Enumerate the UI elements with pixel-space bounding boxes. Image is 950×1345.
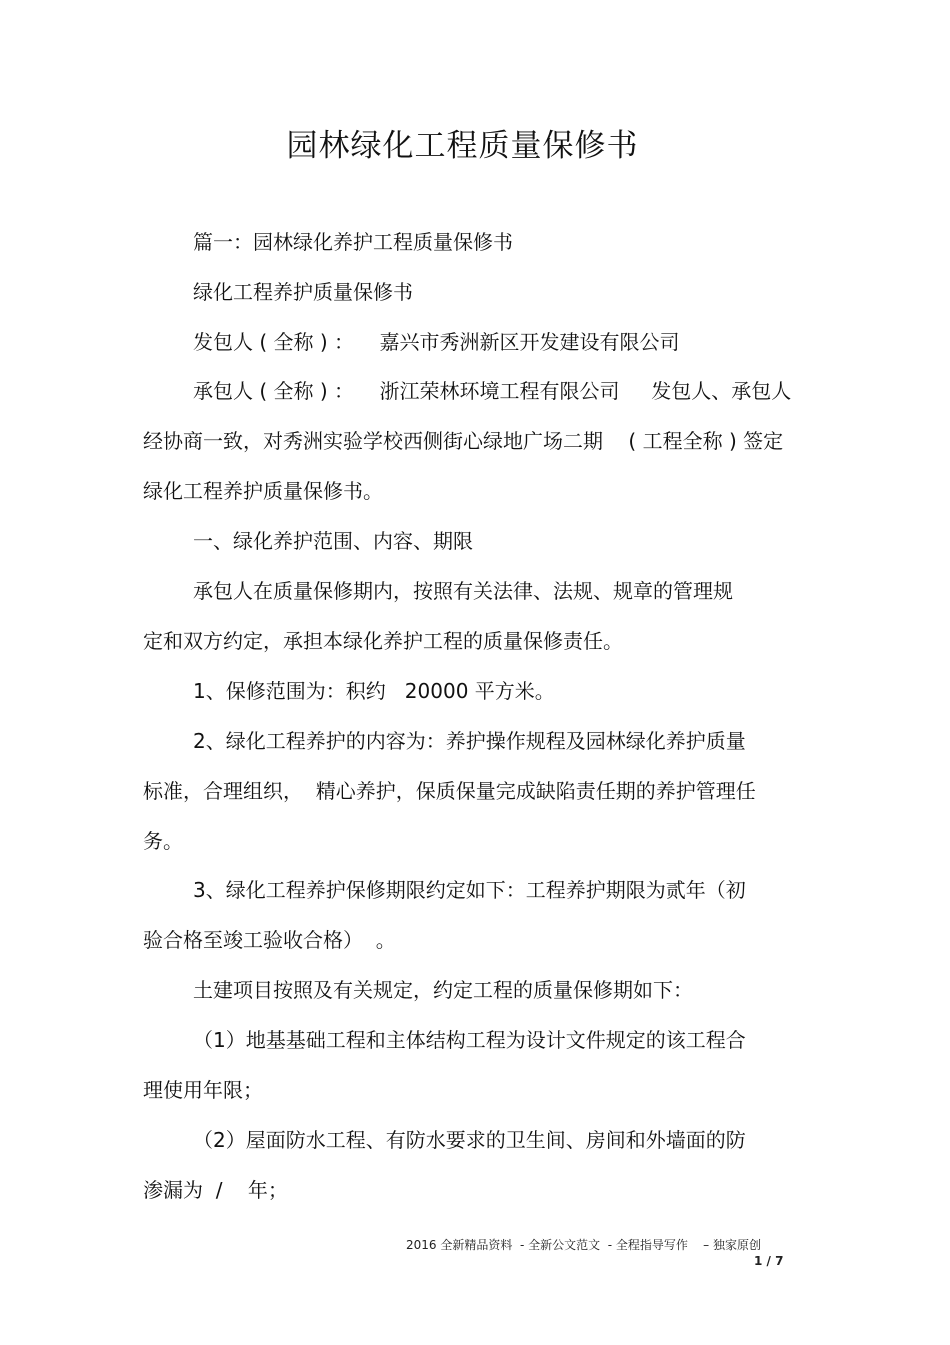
text-line: 承包人 ( 全称 ) ： 浙江荣林环境工程有限公司 发包人、承包人: [193, 379, 792, 403]
text-line: （1）地基基础工程和主体结构工程为设计文件规定的该工程合: [193, 1028, 746, 1052]
text-line: 理使用年限；: [143, 1078, 263, 1102]
page-number: 1 / 7: [754, 1254, 784, 1268]
footer-text: 2016 全新精品资料 - 全新公文范文 - 全程指导写作 – 独家原创: [406, 1238, 761, 1252]
text-line: 绿化工程养护质量保修书: [193, 280, 413, 304]
text-line: 3、绿化工程养护保修期限约定如下：工程养护期限为贰年（初: [193, 878, 746, 902]
text-line: 经协商一致，对秀洲实验学校西侧街心绿地广场二期 ( 工程全称 ) 签定: [143, 429, 784, 453]
text-line: （2）屋面防水工程、有防水要求的卫生间、房间和外墙面的防: [193, 1128, 746, 1152]
text-line: 发包人 ( 全称 ) ： 嘉兴市秀洲新区开发建设有限公司: [193, 330, 680, 354]
text-line: 渗漏为 / 年；: [143, 1178, 288, 1202]
text-line: 务。: [143, 829, 183, 853]
text-line: 2、绿化工程养护的内容为：养护操作规程及园林绿化养护质量: [193, 729, 746, 753]
text-line: 篇一：园林绿化养护工程质量保修书: [193, 230, 513, 254]
text-line: 定和双方约定，承担本绿化养护工程的质量保修责任。: [143, 629, 623, 653]
document-title: 园林绿化工程质量保修书: [286, 128, 639, 164]
text-line: 一、绿化养护范围、内容、期限: [193, 529, 473, 553]
text-line: 1、保修范围为：积约 20000 平方米。: [193, 679, 555, 703]
text-line: 承包人在质量保修期内，按照有关法律、法规、规章的管理规: [193, 579, 733, 603]
text-line: 土建项目按照及有关规定，约定工程的质量保修期如下：: [193, 978, 693, 1002]
text-line: 标准，合理组织， 精心养护，保质保量完成缺陷责任期的养护管理任: [143, 779, 756, 803]
text-line: 验合格至竣工验收合格） 。: [143, 928, 396, 952]
text-line: 绿化工程养护质量保修书。: [143, 479, 383, 503]
